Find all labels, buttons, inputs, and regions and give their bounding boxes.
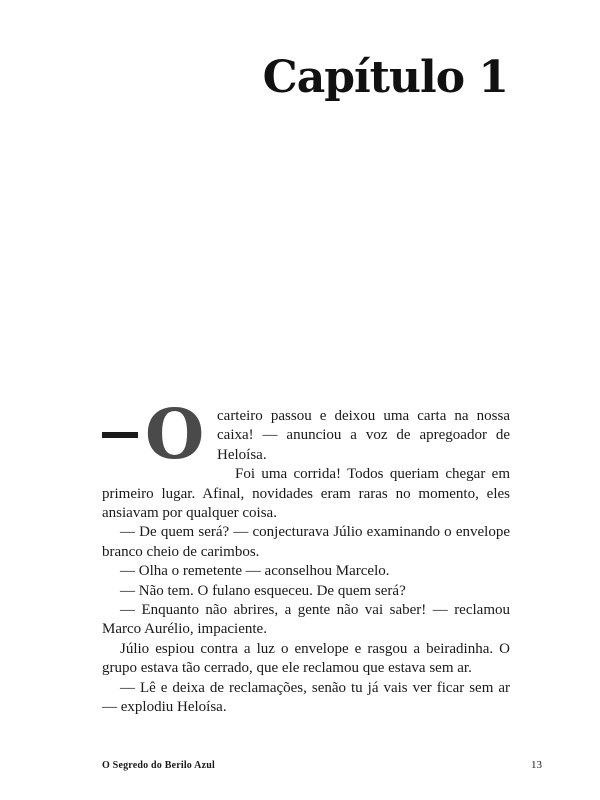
paragraph-2: Foi uma corrida! Todos queriam chegar em primeiro lugar. Afinal, novidades eram raras no momento, eles ansiavam por qualquer coisa. xyxy=(102,466,510,522)
drop-cap-dash xyxy=(102,432,138,438)
paragraph-4: — Olha o remetente — aconselhou Marcelo. xyxy=(120,563,390,580)
chapter-body xyxy=(102,395,510,718)
drop-cap xyxy=(101,395,213,475)
drop-cap-letter: O xyxy=(145,395,205,475)
paragraph-7: Júlio espiou contra a luz o envelope e rasgou a beiradinha. O grupo estava tão cerrado, que ele reclamou que estava sem ar. xyxy=(102,640,510,677)
paragraph-5: — Não tem. O fulano esqueceu. De quem será? xyxy=(120,582,406,599)
paragraph-3: — De quem será? — conjecturava Júlio examinando o envelope branco cheio de carimbos. xyxy=(102,524,510,560)
page-number: 13 xyxy=(531,759,542,771)
chapter-title: Capítulo 1 xyxy=(262,52,508,103)
paragraph-6: — Enquanto não abrires, a gente não vai saber! — reclamou Marco Aurélio, impaciente. xyxy=(102,602,510,638)
paragraph-1: carteiro passou e deixou uma carta na nossa caixa! — anunciou a voz de apregoador de Heloísa. xyxy=(217,408,510,463)
paragraph-8: — Lê e deixa de reclamações, senão tu já vais ver ficar sem ar — explodiu Heloísa. xyxy=(102,679,510,716)
running-footer-title: O Segredo do Berilo Azul xyxy=(102,760,215,771)
